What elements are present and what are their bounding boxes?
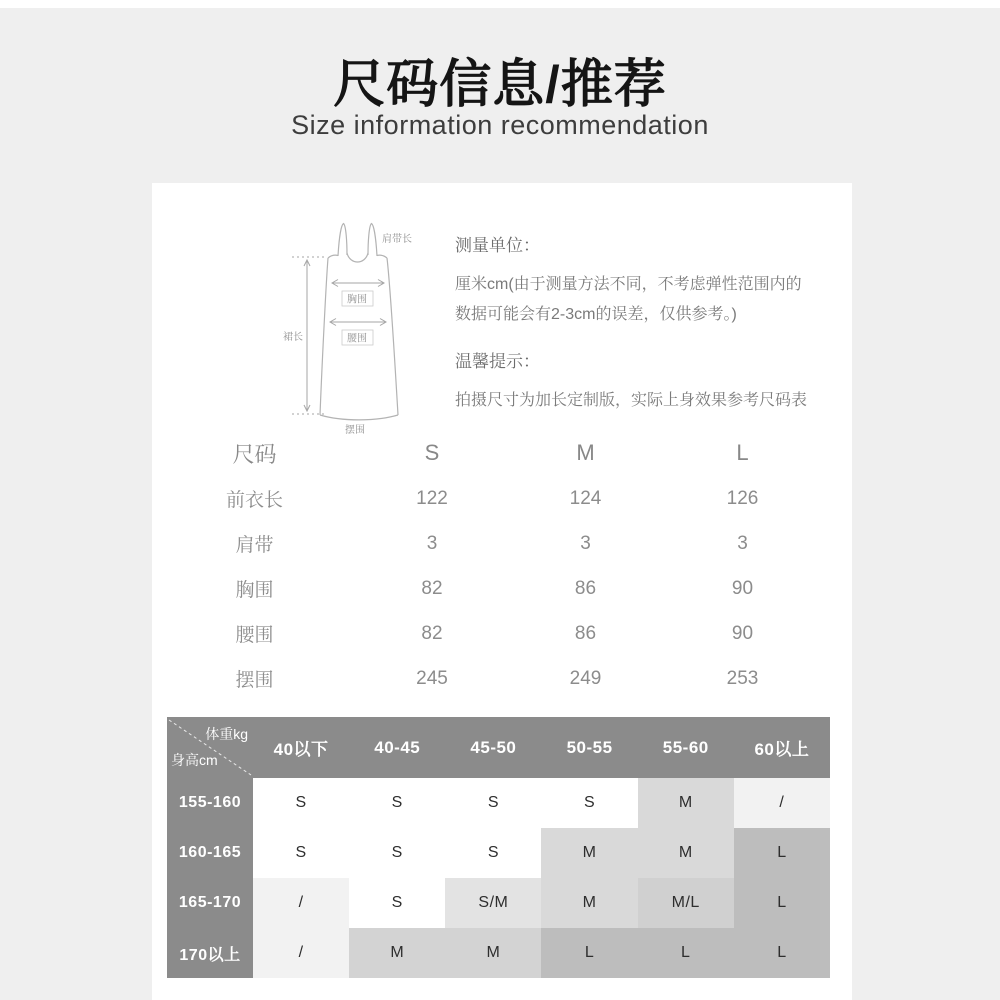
table-row [152, 566, 852, 611]
size-value: 3 [580, 532, 591, 554]
matrix-cell: / [253, 928, 349, 978]
row-label: 前衣长 [225, 490, 283, 511]
size-value: 90 [731, 577, 754, 599]
measure-unit-line1: 厘米cm(由于测量方法不同，不考虑弹性范围内的 [455, 276, 802, 293]
matrix-cell: S/M [445, 878, 541, 928]
matrix-cell: S [541, 778, 637, 828]
size-table-header-m: M [576, 440, 595, 465]
matrix-cell: M [541, 878, 637, 928]
matrix-col-header: 40以下 [273, 740, 329, 759]
matrix-cell: L [541, 928, 637, 978]
matrix-cell: M [445, 928, 541, 978]
matrix-cell: S [445, 778, 541, 828]
size-table-header-row [152, 430, 852, 476]
size-value: 3 [737, 532, 748, 554]
size-value: 90 [731, 622, 754, 644]
waist-label: 腰围 [347, 333, 367, 345]
matrix-row [167, 878, 830, 928]
size-value: 82 [421, 577, 443, 599]
dress-right-side [387, 258, 398, 415]
matrix-cell: S [349, 878, 445, 928]
matrix-header-row [167, 717, 830, 778]
neckline-icon [347, 253, 368, 262]
size-value: 249 [569, 667, 602, 689]
weight-unit-label: 体重kg [205, 726, 248, 742]
row-label: 腰围 [235, 625, 274, 646]
dress-hem [320, 415, 398, 420]
matrix-cell: S [253, 778, 349, 828]
matrix-cell: / [734, 778, 830, 828]
matrix-col-header: 60以上 [754, 740, 810, 759]
strap-length-label: 肩带长 [382, 234, 412, 245]
page-subtitle: Size information recommendation [291, 110, 709, 140]
skirt-length-label: 裙长 [283, 332, 303, 343]
page-title: 尺码信息/推荐 [333, 56, 667, 114]
size-value: 124 [569, 487, 602, 509]
measure-unit-line2: 数据可能会有2-3cm的误差，仅供参考。) [455, 306, 737, 323]
size-value: 245 [416, 667, 448, 689]
matrix-cell: S [349, 828, 445, 878]
size-table-header-size: 尺码 [232, 441, 277, 467]
right-strap-icon [368, 224, 377, 257]
measure-unit-title: 测量单位： [455, 236, 540, 255]
row-label: 摆围 [235, 670, 274, 691]
matrix-cell: S [445, 828, 541, 878]
matrix-cell: M [638, 828, 734, 878]
size-matrix [167, 717, 830, 978]
matrix-col-header: 45-50 [470, 737, 517, 757]
matrix-row [167, 778, 830, 828]
matrix-row-label: 170以上 [167, 928, 253, 978]
matrix-row [167, 828, 830, 878]
tips-line: 拍摄尺寸为加长定制版，实际上身效果参考尺码表 [455, 392, 808, 409]
size-value: 86 [574, 622, 597, 644]
size-table [152, 430, 852, 701]
table-row [152, 521, 852, 566]
bust-label: 胸围 [347, 294, 367, 306]
matrix-corner [167, 717, 253, 778]
matrix-cell: S [349, 778, 445, 828]
size-value: 122 [416, 487, 448, 509]
matrix-cell: L [734, 878, 830, 928]
matrix-col-header: 55-60 [662, 737, 709, 757]
matrix-cell: L [734, 928, 830, 978]
left-strap-icon [338, 224, 347, 257]
matrix-cell: L [734, 828, 830, 878]
size-value: 86 [574, 577, 597, 599]
size-value: 3 [426, 532, 438, 554]
tips-title: 温馨提示： [455, 352, 540, 371]
dress-diagram-icon [280, 212, 430, 442]
matrix-row-label: 155-160 [167, 778, 253, 828]
size-value: 82 [421, 622, 443, 644]
table-row [152, 476, 852, 521]
matrix-cell: S [253, 828, 349, 878]
matrix-col-header: 40-45 [374, 737, 421, 757]
matrix-row-label: 160-165 [167, 828, 253, 878]
top-strip [0, 0, 1000, 8]
matrix-col-header: 50-55 [566, 737, 613, 757]
table-row [152, 656, 852, 701]
size-table-header-s: S [424, 440, 440, 465]
row-label: 胸围 [235, 580, 274, 601]
matrix-cell: M [638, 778, 734, 828]
matrix-cell: L [638, 928, 734, 978]
hem-label: 摆围 [345, 425, 365, 436]
matrix-row-label: 165-170 [167, 878, 253, 928]
height-unit-label: 身高cm [171, 752, 218, 768]
notes-block [455, 231, 850, 416]
matrix-cell: / [253, 878, 349, 928]
row-label: 肩带 [235, 535, 274, 556]
table-row [152, 611, 852, 656]
matrix-cell: M/L [638, 878, 734, 928]
matrix-cell: M [541, 828, 637, 878]
size-table-header-l: L [736, 440, 749, 465]
matrix-row [167, 928, 830, 978]
size-value: 126 [726, 487, 759, 509]
dress-left-side [320, 258, 328, 415]
matrix-cell: M [349, 928, 445, 978]
size-value: 253 [726, 667, 759, 689]
